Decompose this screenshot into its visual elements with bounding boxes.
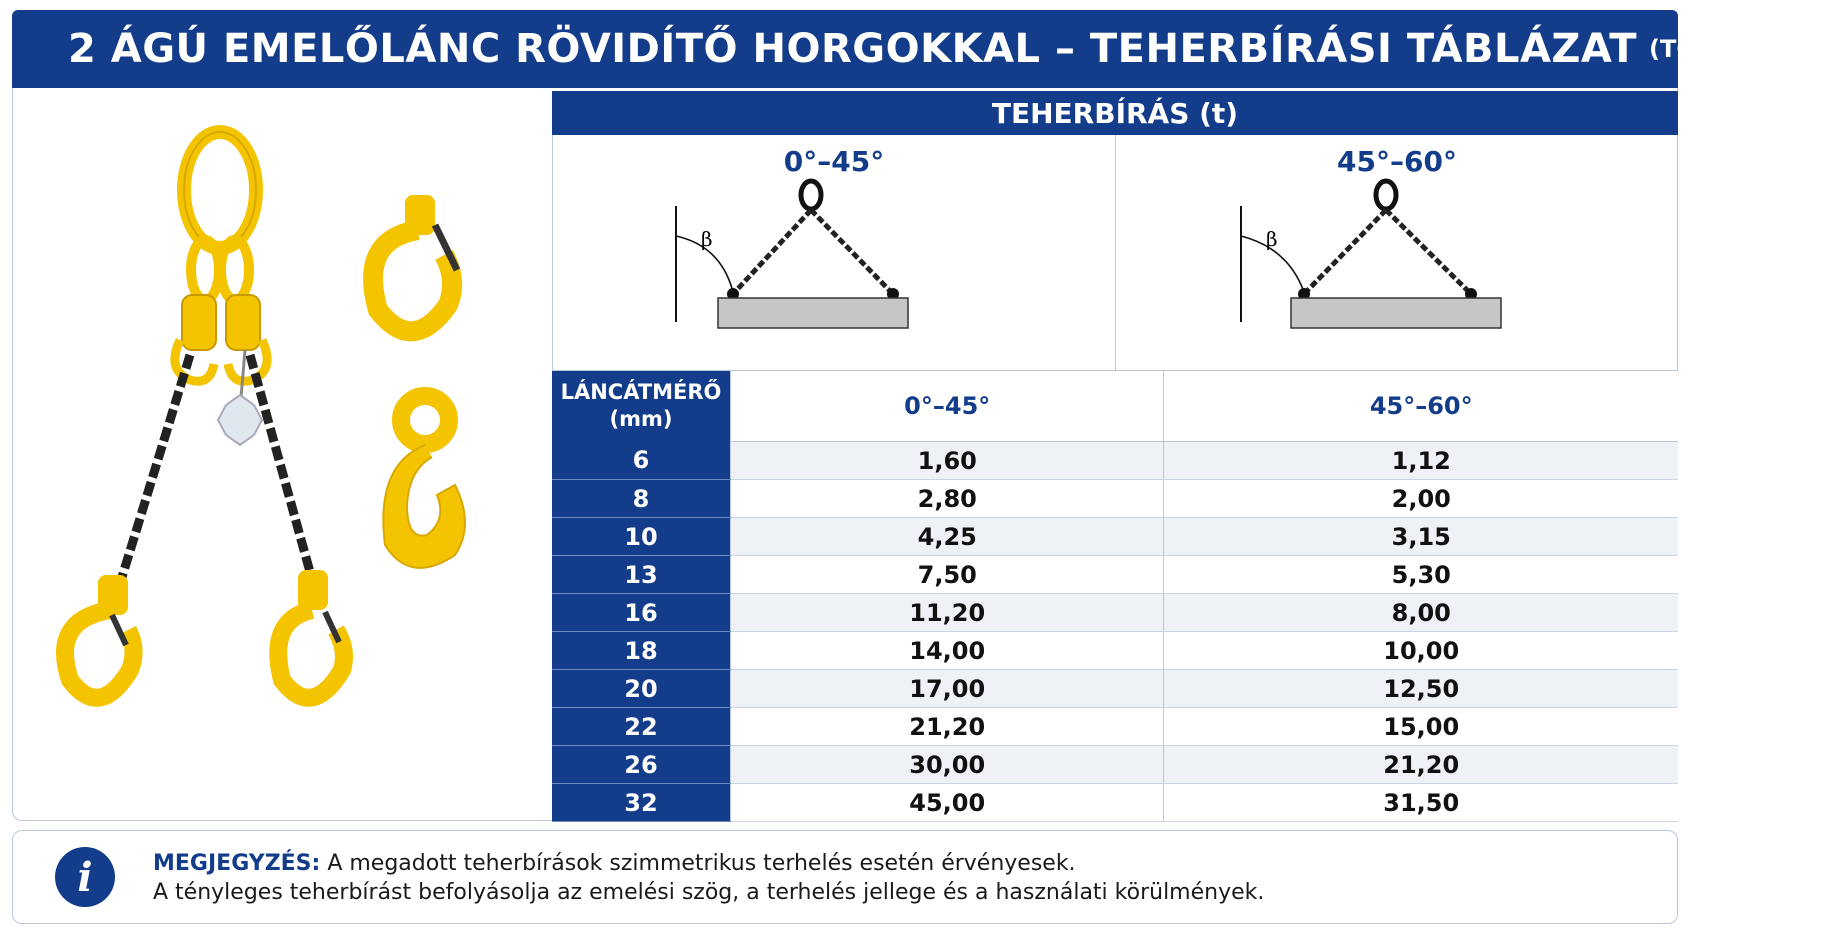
cell-capacity-0-45: 45,00 (731, 784, 1164, 822)
cell-capacity-0-45: 1,60 (731, 442, 1164, 480)
table-row (552, 746, 1678, 784)
note-text (153, 849, 1264, 907)
table-row (552, 556, 1678, 594)
master-link (184, 132, 256, 248)
note-label: MEGJEGYZÉS: (153, 851, 321, 876)
table-row (552, 518, 1678, 556)
col-header-diameter: LÁNCÁTMÉRŐ (mm) (552, 371, 731, 442)
cell-capacity-0-45: 2,80 (731, 480, 1164, 518)
cell-capacity-45-60: 1,12 (1164, 442, 1678, 480)
cell-capacity-45-60: 31,50 (1164, 784, 1678, 822)
note-box (12, 830, 1678, 924)
table-row (552, 594, 1678, 632)
cell-diameter: 22 (552, 708, 731, 746)
cell-capacity-45-60: 15,00 (1164, 708, 1678, 746)
table-row (552, 708, 1678, 746)
col-header-45-60: 45°–60° (1164, 371, 1678, 442)
table-row (552, 442, 1678, 480)
sling-angle-diagram-2 (1116, 180, 1679, 370)
beta-symbol: β (701, 227, 713, 251)
title-banner (12, 10, 1823, 88)
eye-hook (383, 396, 465, 568)
cell-capacity-0-45: 14,00 (731, 632, 1164, 670)
cell-capacity-0-45: 30,00 (731, 746, 1164, 784)
diagram-angle-title: 0°–45° (783, 145, 885, 178)
table-row (552, 670, 1678, 708)
note-line-1: MEGJEGYZÉS: A megadott teherbírások szimmetrikus terhelés esetén érvényesek. (153, 851, 1076, 876)
col-header-0-45: 0°–45° (731, 371, 1164, 442)
cell-capacity-0-45: 7,50 (731, 556, 1164, 594)
sling-hook (373, 195, 457, 331)
diagram-angle-title: 45°–60° (1337, 145, 1457, 178)
table-row (552, 480, 1678, 518)
info-icon: i (55, 847, 115, 907)
cell-capacity-0-45: 11,20 (731, 594, 1164, 632)
cell-capacity-0-45: 4,25 (731, 518, 1164, 556)
diagram-cell-0-45 (553, 135, 1115, 370)
page-title: 2 ÁGÚ EMELŐLÁNC RÖVIDÍTŐ HORGOKKAL – TEHERBÍRÁSI TÁBLÁZAT (68, 26, 1638, 72)
cell-capacity-45-60: 10,00 (1164, 632, 1678, 670)
capacity-header: TEHERBÍRÁS (t) (552, 91, 1678, 135)
table-row (552, 784, 1678, 822)
chain-sling-illustration (40, 120, 530, 740)
cell-diameter: 10 (552, 518, 731, 556)
cell-capacity-45-60: 12,50 (1164, 670, 1678, 708)
cell-diameter: 6 (552, 442, 731, 480)
diagram-cell-45-60 (1115, 135, 1678, 370)
cell-capacity-45-60: 21,20 (1164, 746, 1678, 784)
cell-capacity-45-60: 2,00 (1164, 480, 1678, 518)
cell-capacity-45-60: 3,15 (1164, 518, 1678, 556)
cell-diameter: 16 (552, 594, 731, 632)
chain-right (250, 355, 315, 590)
cell-diameter: 8 (552, 480, 731, 518)
bottom-hook-left (65, 575, 134, 698)
chain-left (115, 355, 190, 600)
angle-diagrams (552, 135, 1678, 371)
cell-capacity-45-60: 5,30 (1164, 556, 1678, 594)
bottom-hook-right (278, 570, 344, 698)
capacity-table (552, 371, 1678, 822)
capacity-table-area (552, 91, 1678, 822)
cell-capacity-0-45: 21,20 (731, 708, 1164, 746)
cell-capacity-0-45: 17,00 (731, 670, 1164, 708)
cell-capacity-45-60: 8,00 (1164, 594, 1678, 632)
note-line-2: A tényleges teherbírást befolyásolja az emelési szög, a terhelés jellege és a használati körülmények. (153, 880, 1265, 905)
cell-diameter: 13 (552, 556, 731, 594)
table-row (552, 632, 1678, 670)
sling-angle-diagram-1 (553, 180, 1116, 370)
table-header-row (552, 371, 1678, 442)
cell-diameter: 20 (552, 670, 731, 708)
beta-symbol: β (1266, 227, 1278, 251)
cell-diameter: 32 (552, 784, 731, 822)
cell-diameter: 26 (552, 746, 731, 784)
page-subtitle: (TONNÁBAN) (1649, 35, 1823, 63)
cell-diameter: 18 (552, 632, 731, 670)
id-tag (218, 395, 262, 445)
